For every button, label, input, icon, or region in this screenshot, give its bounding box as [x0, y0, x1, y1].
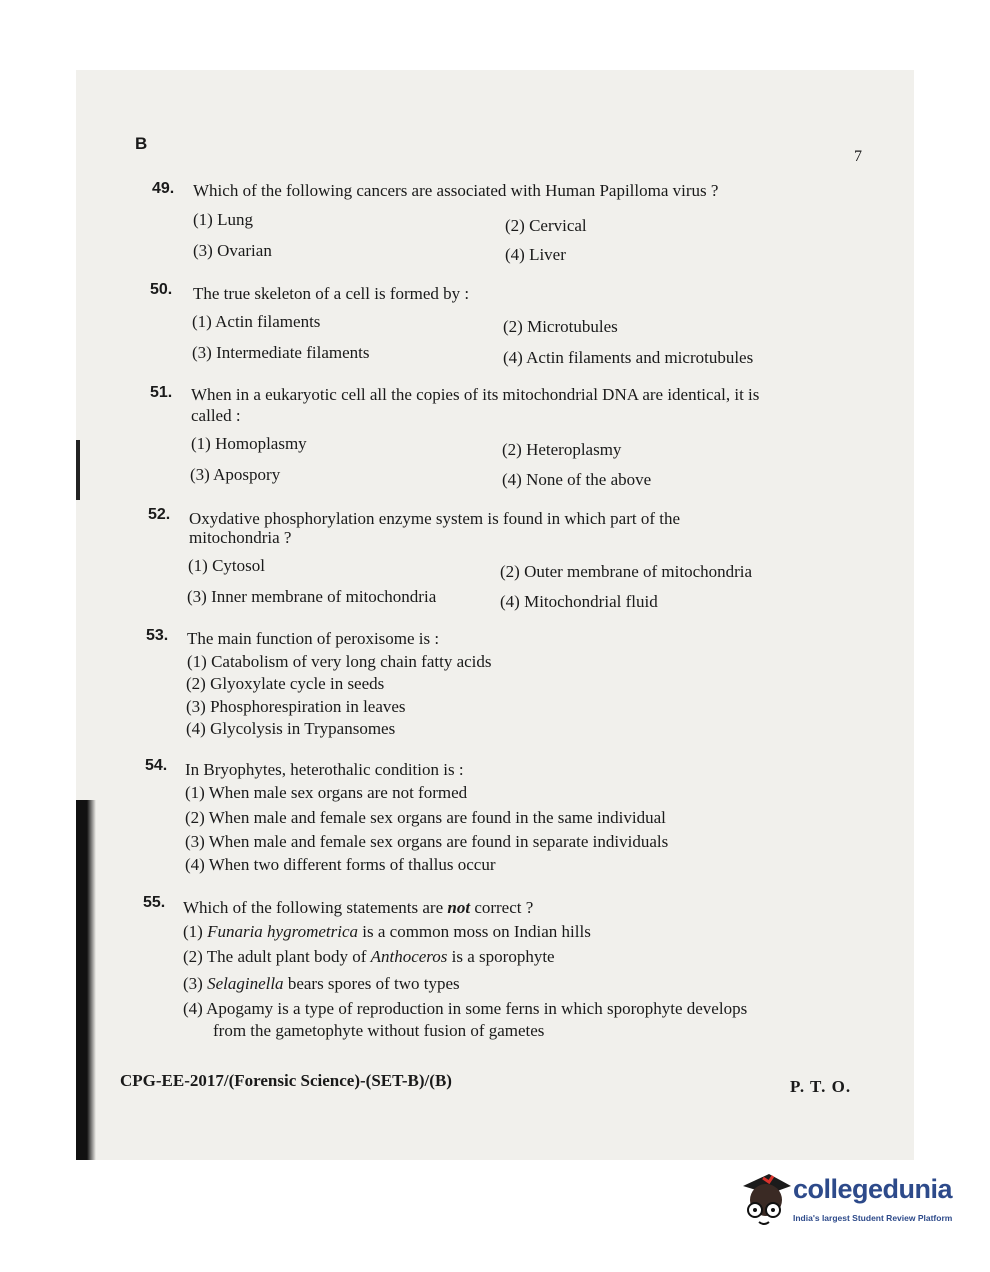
question-number: 54.: [145, 757, 168, 774]
option: (2) Cervical: [505, 216, 587, 235]
question-number: 55.: [143, 894, 166, 911]
option: (4) When two different forms of thallus occur: [185, 855, 496, 874]
question-text: Which of the following statements are not correct ?: [183, 898, 534, 917]
option: (2) Heteroplasmy: [502, 440, 622, 459]
option: (3) Selaginella bears spores of two types: [183, 974, 460, 993]
option: (4) Actin filaments and microtubules: [503, 348, 754, 367]
option: (1) Cytosol: [188, 556, 265, 575]
option: (3) Ovarian: [193, 241, 272, 260]
watermark-brand: collegedunia: [793, 1174, 953, 1204]
option: (1) Lung: [193, 210, 253, 229]
option: (1) Homoplasmy: [191, 434, 307, 453]
question-number: 53.: [146, 627, 169, 644]
option: (4) None of the above: [502, 470, 652, 489]
option: (4) Glycolysis in Trypansomes: [186, 719, 396, 738]
option: (2) Glyoxylate cycle in seeds: [186, 674, 385, 693]
option: (1) Actin filaments: [192, 312, 321, 331]
question-text-line1: When in a eukaryotic cell all the copies of its mitochondrial DNA are identical, it is: [191, 385, 760, 404]
option-continuation: from the gametophyte without fusion of gametes: [213, 1021, 545, 1040]
set-letter: B: [135, 134, 148, 153]
question-number: 50.: [150, 281, 173, 298]
option: (3) Inner membrane of mitochondria: [187, 587, 437, 606]
scanned-page: [76, 70, 914, 1160]
question-text-line2: called :: [191, 406, 241, 425]
page-shadow-mark: [76, 440, 80, 500]
question-text: The main function of peroxisome is :: [187, 629, 440, 648]
page-shadow-edge: [76, 800, 96, 1160]
option: (1) Funaria hygrometrica is a common moss on Indian hills: [183, 922, 591, 941]
option: (3) Phosphorespiration in leaves: [186, 697, 406, 716]
option: (2) Microtubules: [503, 317, 618, 336]
option: (2) When male and female sex organs are found in the same individual: [185, 808, 666, 827]
option: (2) Outer membrane of mitochondria: [500, 562, 753, 581]
question-number: 52.: [148, 506, 171, 523]
question-text: In Bryophytes, heterothalic condition is :: [185, 760, 464, 779]
question-text: The true skeleton of a cell is formed by :: [193, 284, 470, 303]
question-text-line1: Oxydative phosphorylation enzyme system is found in which part of the: [189, 509, 681, 528]
option: (3) When male and female sex organs are found in separate individuals: [185, 832, 669, 851]
page-number: 7: [854, 148, 862, 165]
option: (2) The adult plant body of Anthoceros is a sporophyte: [183, 947, 555, 966]
watermark-tagline: India's largest Student Review Platform: [793, 1213, 953, 1223]
option: (4) Liver: [505, 245, 566, 264]
question-number: 51.: [150, 384, 173, 401]
option: (4) Apogamy is a type of reproduction in some ferns in which sporophyte develops: [183, 999, 748, 1018]
question-number: 49.: [152, 180, 175, 197]
option: (3) Intermediate filaments: [192, 343, 370, 362]
option: (4) Mitochondrial fluid: [500, 592, 658, 611]
question-text: Which of the following cancers are associated with Human Papilloma virus ?: [193, 181, 719, 200]
paper-code: CPG-EE-2017/(Forensic Science)-(SET-B)/(B): [120, 1071, 452, 1090]
option: (3) Apospory: [190, 465, 281, 484]
question-text-line2: mitochondria ?: [189, 528, 292, 547]
option: (1) Catabolism of very long chain fatty acids: [187, 652, 492, 671]
option: (1) When male sex organs are not formed: [185, 783, 468, 802]
pto-label: P. T. O.: [790, 1077, 852, 1096]
